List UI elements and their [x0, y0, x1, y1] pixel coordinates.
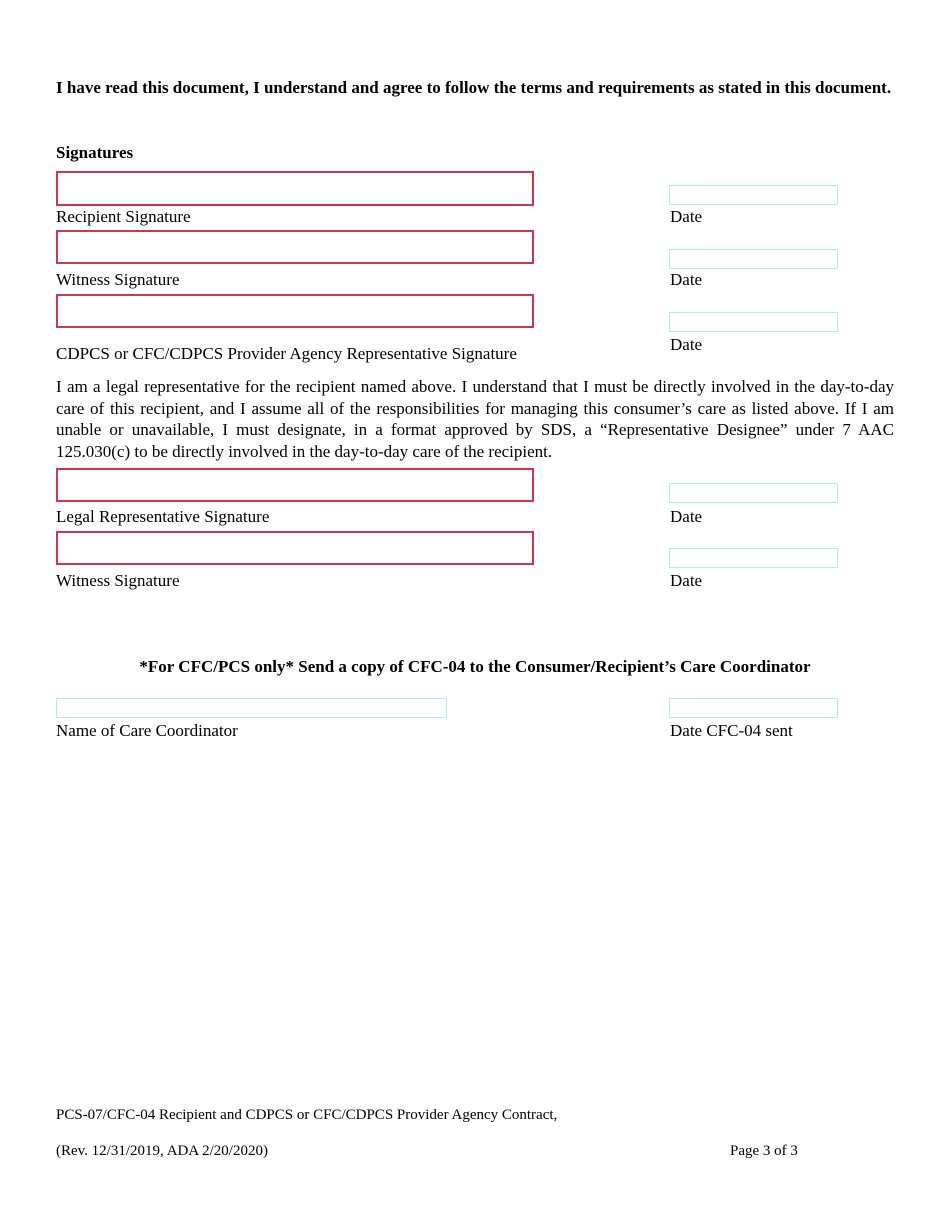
witness2-signature-label: Witness Signature [56, 571, 180, 590]
legal-rep-date-label: Date [670, 507, 703, 526]
agency-signature-label: CDPCS or CFC/CDPCS Provider Agency Representative Signature [56, 344, 517, 363]
legal-rep-signature-label: Legal Representative Signature [56, 507, 270, 526]
witness2-signature-field[interactable] [56, 531, 534, 565]
witness-signature-field[interactable] [56, 230, 534, 264]
cfc04-sent-date-field[interactable] [669, 698, 838, 718]
recipient-date-label: Date [670, 207, 703, 226]
cfc04-sent-date-label: Date CFC-04 sent [670, 721, 793, 740]
witness2-date-label: Date [670, 571, 703, 590]
witness-date-field[interactable] [669, 249, 838, 269]
footer-revision: (Rev. 12/31/2019, ADA 2/20/2020) [56, 1143, 268, 1159]
witness-date-label: Date [670, 270, 703, 289]
legal-rep-signature-field[interactable] [56, 468, 534, 502]
recipient-signature-label: Recipient Signature [56, 207, 191, 226]
signatures-heading: Signatures [56, 143, 134, 162]
recipient-signature-field[interactable] [56, 171, 534, 206]
witness2-date-field[interactable] [669, 548, 838, 568]
witness-signature-label: Witness Signature [56, 270, 180, 289]
legal-rep-date-field[interactable] [669, 483, 838, 503]
care-coordinator-name-label: Name of Care Coordinator [56, 721, 238, 740]
footer-form-title: PCS-07/CFC-04 Recipient and CDPCS or CFC/CDPCS Provider Agency Contract, [56, 1107, 558, 1123]
agency-date-label: Date [670, 335, 703, 354]
agency-signature-field[interactable] [56, 294, 534, 328]
recipient-date-field[interactable] [669, 185, 838, 205]
agency-date-field[interactable] [669, 312, 838, 332]
legal-representative-paragraph: I am a legal representative for the recipient named above. I understand that I must be directly involved in the day-to-day care of this recipient, and I assume all of the responsibilities for managing this consumer’s care as listed above. If I am unable or unavailable, I must designate, in a format approved by SDS, a “Representative Designee” under 7 AAC 125.030(c) to be directly involved in the day-to-day care of the recipient. [56, 377, 894, 461]
footer-page-number: Page 3 of 3 [730, 1143, 798, 1159]
care-coordinator-notice: *For CFC/PCS only* Send a copy of CFC-04 to the Consumer/Recipient’s Care Coordinator [139, 657, 811, 676]
care-coordinator-name-field[interactable] [56, 698, 447, 718]
agreement-statement: I have read this document, I understand and agree to follow the terms and requirements as stated in this document. [56, 78, 892, 97]
